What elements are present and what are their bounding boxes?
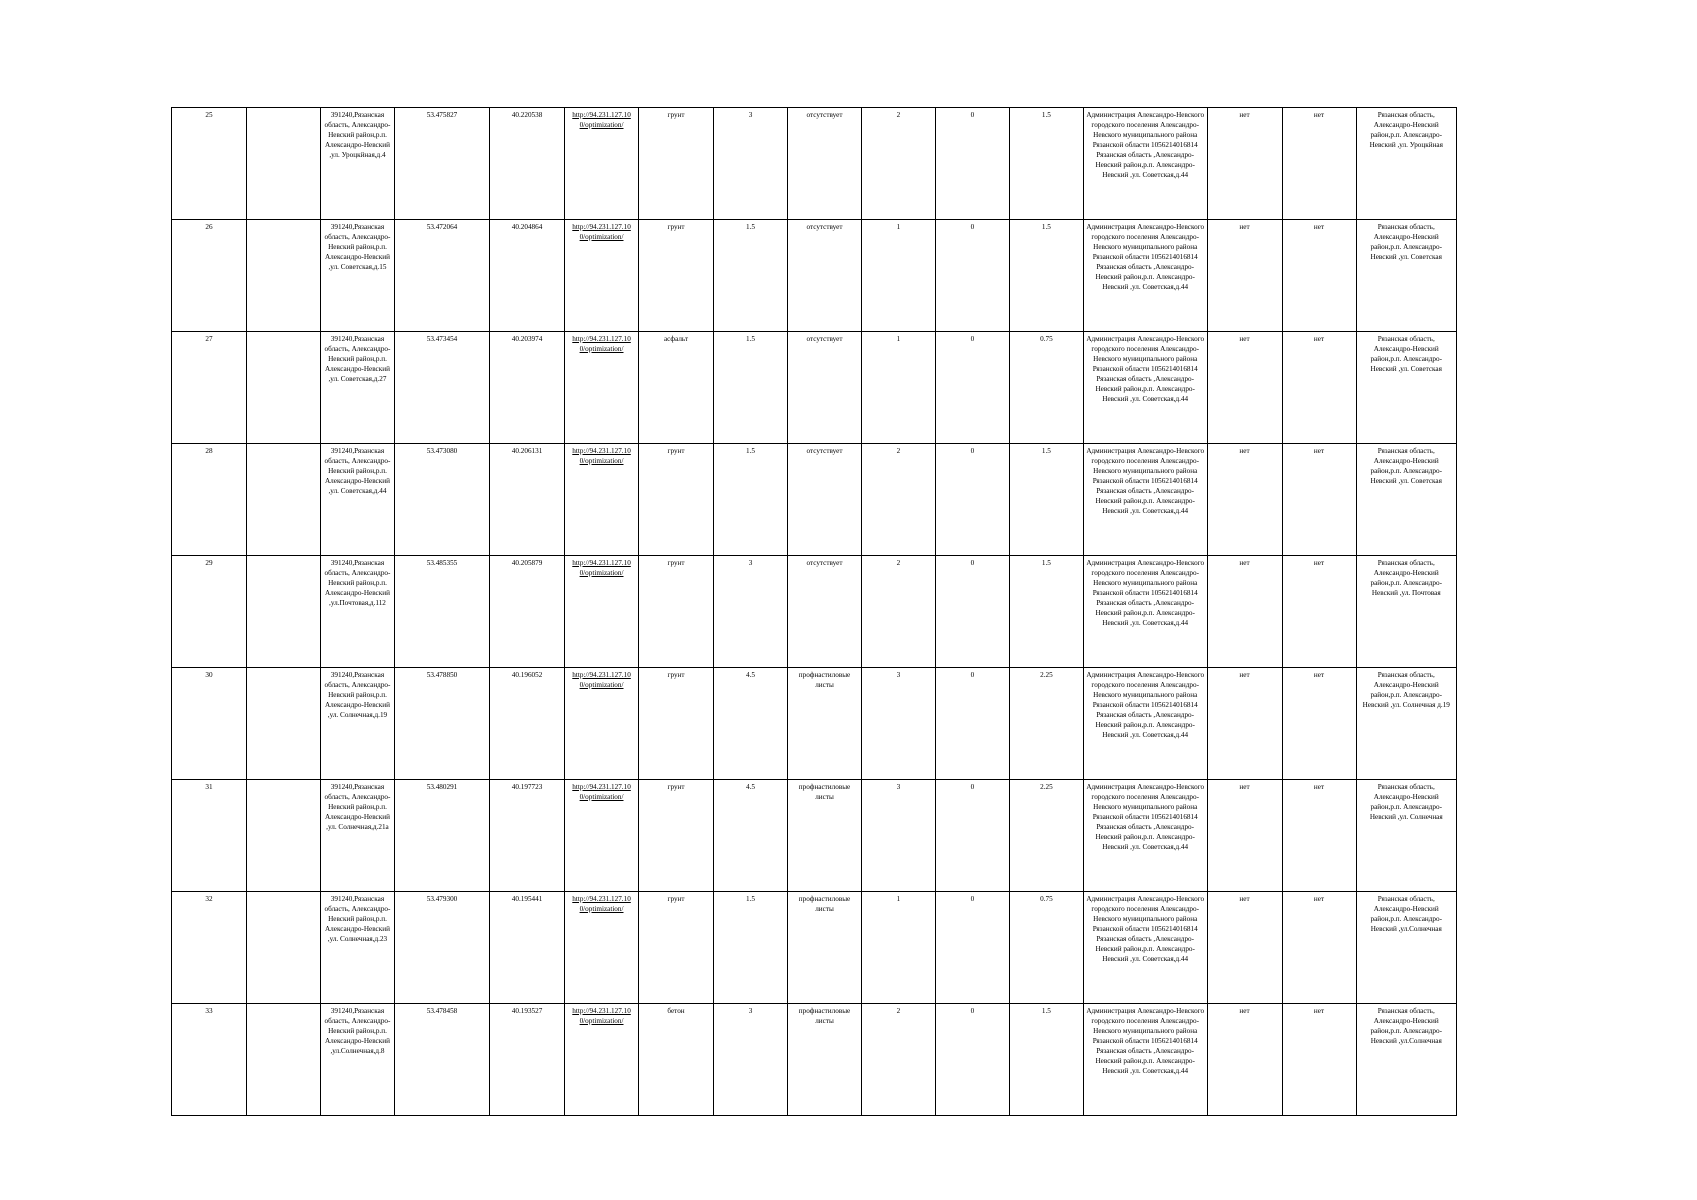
cell-containers: 2 xyxy=(861,108,935,220)
cell-surface: грунт xyxy=(639,892,714,1004)
cell-empty-1 xyxy=(247,220,321,332)
table-row xyxy=(172,108,1457,220)
table-row xyxy=(172,220,1457,332)
cell-sources: Рязанская область, Александро-Невский район,р.п. Александро-Невский ,ул. Почтовая xyxy=(1356,556,1457,668)
cell-area: 1.5 xyxy=(714,444,788,556)
cell-volume: 0.75 xyxy=(1009,332,1083,444)
cell-flag-1: нет xyxy=(1207,892,1282,1004)
cell-surface: бетон xyxy=(639,1004,714,1116)
cell-containers: 1 xyxy=(861,332,935,444)
cell-large-containers: 0 xyxy=(935,220,1009,332)
cell-fence: отсутствует xyxy=(788,108,862,220)
cell-owner: Администрация Александро-Невского городского поселения Александро-Невского муниципального района Рязанской области 1056214016814 Рязанская область ,Александро-Невский район,р.п. Александро-Невский ,ул. Советская,д.44 xyxy=(1083,220,1207,332)
cell-volume: 0.75 xyxy=(1009,892,1083,1004)
cell-owner: Администрация Александро-Невского городского поселения Александро-Невского муниципального района Рязанской области 1056214016814 Рязанская область ,Александро-Невский район,р.п. Александро-Невский ,ул. Советская,д.44 xyxy=(1083,108,1207,220)
cell-large-containers: 0 xyxy=(935,892,1009,1004)
cell-empty-1 xyxy=(247,332,321,444)
cell-fence: отсутствует xyxy=(788,332,862,444)
table-row xyxy=(172,780,1457,892)
cell-address: 391240,Рязанская область, Александро-Невский район,р.п. Александро-Невский ,ул. Советская,д.27 xyxy=(320,332,394,444)
cell-longitude: 40.197723 xyxy=(490,780,565,892)
url-link[interactable]: http://94.231.127.10 0/optimization/ xyxy=(572,335,631,353)
cell-flag-2: нет xyxy=(1282,556,1356,668)
cell-longitude: 40.196052 xyxy=(490,668,565,780)
cell-containers: 3 xyxy=(861,780,935,892)
url-link[interactable]: http://94.231.127.10 0/optimization/ xyxy=(572,559,631,577)
cell-number: 32 xyxy=(172,892,247,1004)
cell-address: 391240,Рязанская область, Александро-Невский район,р.п. Александро-Невский ,ул. Уроцкйная,д.4 xyxy=(320,108,394,220)
cell-longitude: 40.220538 xyxy=(490,108,565,220)
cell-flag-1: нет xyxy=(1207,332,1282,444)
cell-latitude: 53.478458 xyxy=(394,1004,489,1116)
cell-area: 4.5 xyxy=(714,780,788,892)
cell-volume: 2.25 xyxy=(1009,780,1083,892)
cell-volume: 2.25 xyxy=(1009,668,1083,780)
cell-longitude: 40.193527 xyxy=(490,1004,565,1116)
cell-latitude: 53.475827 xyxy=(394,108,489,220)
url-link[interactable]: http://94.231.127.10 0/optimization/ xyxy=(572,671,631,689)
cell-surface: грунт xyxy=(639,444,714,556)
cell-flag-1: нет xyxy=(1207,780,1282,892)
cell-latitude: 53.485355 xyxy=(394,556,489,668)
cell-owner: Администрация Александро-Невского городского поселения Александро-Невского муниципального района Рязанской области 1056214016814 Рязанская область ,Александро-Невский район,р.п. Александро-Невский ,ул. Советская,д.44 xyxy=(1083,556,1207,668)
cell-flag-2: нет xyxy=(1282,1004,1356,1116)
cell-surface: грунт xyxy=(639,220,714,332)
cell-surface: грунт xyxy=(639,556,714,668)
cell-large-containers: 0 xyxy=(935,332,1009,444)
cell-surface: грунт xyxy=(639,668,714,780)
cell-owner: Администрация Александро-Невского городского поселения Александро-Невского муниципального района Рязанской области 1056214016814 Рязанская область ,Александро-Невский район,р.п. Александро-Невский ,ул. Советская,д.44 xyxy=(1083,444,1207,556)
cell-address: 391240,Рязанская область, Александро-Невский район,р.п. Александро-Невский ,ул. Советская,д.15 xyxy=(320,220,394,332)
cell-fence: профнастиловые листы xyxy=(788,780,862,892)
cell-url xyxy=(565,556,639,668)
cell-sources: Рязанская область, Александро-Невский район,р.п. Александро-Невский ,ул. Советская xyxy=(1356,332,1457,444)
cell-containers: 2 xyxy=(861,444,935,556)
cell-url xyxy=(565,1004,639,1116)
cell-flag-2: нет xyxy=(1282,668,1356,780)
cell-number: 27 xyxy=(172,332,247,444)
cell-number: 29 xyxy=(172,556,247,668)
cell-number: 26 xyxy=(172,220,247,332)
table-row xyxy=(172,892,1457,1004)
cell-sources: Рязанская область, Александро-Невский район,р.п. Александро-Невский ,ул. Советская xyxy=(1356,444,1457,556)
cell-area: 3 xyxy=(714,108,788,220)
cell-latitude: 53.478850 xyxy=(394,668,489,780)
cell-flag-2: нет xyxy=(1282,780,1356,892)
cell-address: 391240,Рязанская область, Александро-Невский район,р.п. Александро-Невский ,ул. Солнечная,д.23 xyxy=(320,892,394,1004)
cell-address: 391240,Рязанская область, Александро-Невский район,р.п. Александро-Невский ,ул.Солнечная,д.8 xyxy=(320,1004,394,1116)
cell-surface: грунт xyxy=(639,108,714,220)
document-page xyxy=(171,107,1457,1116)
cell-owner: Администрация Александро-Невского городского поселения Александро-Невского муниципального района Рязанской области 1056214016814 Рязанская область ,Александро-Невский район,р.п. Александро-Невский ,ул. Советская,д.44 xyxy=(1083,780,1207,892)
cell-flag-2: нет xyxy=(1282,892,1356,1004)
cell-flag-1: нет xyxy=(1207,220,1282,332)
cell-containers: 1 xyxy=(861,892,935,1004)
cell-area: 1.5 xyxy=(714,332,788,444)
table-row xyxy=(172,444,1457,556)
table-row xyxy=(172,1004,1457,1116)
cell-area: 1.5 xyxy=(714,220,788,332)
table-row xyxy=(172,556,1457,668)
cell-url xyxy=(565,668,639,780)
cell-sources: Рязанская область, Александро-Невский район,р.п. Александро-Невский ,ул. Солнечная д.19 xyxy=(1356,668,1457,780)
cell-url xyxy=(565,780,639,892)
cell-fence: профнастиловые листы xyxy=(788,892,862,1004)
cell-large-containers: 0 xyxy=(935,780,1009,892)
cell-volume: 1.5 xyxy=(1009,556,1083,668)
cell-fence: отсутствует xyxy=(788,444,862,556)
cell-empty-1 xyxy=(247,668,321,780)
cell-fence: профнастиловые листы xyxy=(788,668,862,780)
cell-fence: отсутствует xyxy=(788,556,862,668)
url-link[interactable]: http://94.231.127.10 0/optimization/ xyxy=(572,895,631,913)
cell-flag-2: нет xyxy=(1282,220,1356,332)
cell-number: 33 xyxy=(172,1004,247,1116)
cell-latitude: 53.472064 xyxy=(394,220,489,332)
cell-longitude: 40.205879 xyxy=(490,556,565,668)
cell-area: 3 xyxy=(714,556,788,668)
cell-owner: Администрация Александро-Невского городского поселения Александро-Невского муниципального района Рязанской области 1056214016814 Рязанская область ,Александро-Невский район,р.п. Александро-Невский ,ул. Советская,д.44 xyxy=(1083,892,1207,1004)
cell-longitude: 40.195441 xyxy=(490,892,565,1004)
cell-number: 28 xyxy=(172,444,247,556)
cell-empty-1 xyxy=(247,108,321,220)
cell-volume: 1.5 xyxy=(1009,220,1083,332)
cell-address: 391240,Рязанская область, Александро-Невский район,р.п. Александро-Невский ,ул. Солнечная,д.19 xyxy=(320,668,394,780)
cell-owner: Администрация Александро-Невского городского поселения Александро-Невского муниципального района Рязанской области 1056214016814 Рязанская область ,Александро-Невский район,р.п. Александро-Невский ,ул. Советская,д.44 xyxy=(1083,1004,1207,1116)
cell-flag-1: нет xyxy=(1207,668,1282,780)
cell-sources: Рязанская область, Александро-Невский район,р.п. Александро-Невский ,ул.Солнечная xyxy=(1356,1004,1457,1116)
cell-area: 4.5 xyxy=(714,668,788,780)
table-row xyxy=(172,332,1457,444)
cell-sources: Рязанская область, Александро-Невский район,р.п. Александро-Невский ,ул. Советская xyxy=(1356,220,1457,332)
cell-address: 391240,Рязанская область, Александро-Невский район,р.п. Александро-Невский ,ул. Советская,д.44 xyxy=(320,444,394,556)
cell-url xyxy=(565,892,639,1004)
cell-longitude: 40.203974 xyxy=(490,332,565,444)
registry-table xyxy=(171,107,1457,1116)
cell-address: 391240,Рязанская область, Александро-Невский район,р.п. Александро-Невский ,ул. Солнечная,д.21а xyxy=(320,780,394,892)
cell-owner: Администрация Александро-Невского городского поселения Александро-Невского муниципального района Рязанской области 1056214016814 Рязанская область ,Александро-Невский район,р.п. Александро-Невский ,ул. Советская,д.44 xyxy=(1083,332,1207,444)
cell-longitude: 40.204864 xyxy=(490,220,565,332)
cell-flag-2: нет xyxy=(1282,332,1356,444)
cell-surface: грунт xyxy=(639,780,714,892)
url-link[interactable]: http://94.231.127.10 0/optimization/ xyxy=(572,223,631,241)
cell-large-containers: 0 xyxy=(935,108,1009,220)
cell-url xyxy=(565,220,639,332)
cell-latitude: 53.473454 xyxy=(394,332,489,444)
cell-flag-1: нет xyxy=(1207,108,1282,220)
cell-longitude: 40.206131 xyxy=(490,444,565,556)
cell-large-containers: 0 xyxy=(935,1004,1009,1116)
cell-large-containers: 0 xyxy=(935,556,1009,668)
cell-flag-1: нет xyxy=(1207,444,1282,556)
cell-latitude: 53.479300 xyxy=(394,892,489,1004)
cell-surface: асфальт xyxy=(639,332,714,444)
cell-sources: Рязанская область, Александро-Невский район,р.п. Александро-Невский ,ул. Уроцкйная xyxy=(1356,108,1457,220)
cell-empty-1 xyxy=(247,444,321,556)
cell-url xyxy=(565,108,639,220)
cell-address: 391240,Рязанская область, Александро-Невский район,р.п. Александро-Невский ,ул.Почтовая,д.112 xyxy=(320,556,394,668)
cell-volume: 1.5 xyxy=(1009,1004,1083,1116)
cell-latitude: 53.480291 xyxy=(394,780,489,892)
cell-fence: профнастиловые листы xyxy=(788,1004,862,1116)
cell-volume: 1.5 xyxy=(1009,444,1083,556)
cell-number: 25 xyxy=(172,108,247,220)
cell-latitude: 53.473080 xyxy=(394,444,489,556)
cell-empty-1 xyxy=(247,556,321,668)
cell-fence: отсутствует xyxy=(788,220,862,332)
cell-empty-1 xyxy=(247,892,321,1004)
url-link[interactable]: http://94.231.127.10 0/optimization/ xyxy=(572,1007,631,1025)
cell-large-containers: 0 xyxy=(935,444,1009,556)
table-row xyxy=(172,668,1457,780)
cell-flag-1: нет xyxy=(1207,1004,1282,1116)
cell-empty-1 xyxy=(247,1004,321,1116)
cell-containers: 2 xyxy=(861,1004,935,1116)
cell-volume: 1.5 xyxy=(1009,108,1083,220)
cell-flag-2: нет xyxy=(1282,108,1356,220)
cell-empty-1 xyxy=(247,780,321,892)
cell-sources: Рязанская область, Александро-Невский район,р.п. Александро-Невский ,ул. Солнечная xyxy=(1356,780,1457,892)
cell-number: 30 xyxy=(172,668,247,780)
url-link[interactable]: http://94.231.127.10 0/optimization/ xyxy=(572,111,631,129)
cell-url xyxy=(565,332,639,444)
cell-url xyxy=(565,444,639,556)
cell-sources: Рязанская область, Александро-Невский район,р.п. Александро-Невский ,ул.Солнечная xyxy=(1356,892,1457,1004)
cell-containers: 3 xyxy=(861,668,935,780)
cell-owner: Администрация Александро-Невского городского поселения Александро-Невского муниципального района Рязанской области 1056214016814 Рязанская область ,Александро-Невский район,р.п. Александро-Невский ,ул. Советская,д.44 xyxy=(1083,668,1207,780)
cell-containers: 1 xyxy=(861,220,935,332)
cell-flag-1: нет xyxy=(1207,556,1282,668)
cell-containers: 2 xyxy=(861,556,935,668)
url-link[interactable]: http://94.231.127.10 0/optimization/ xyxy=(572,783,631,801)
cell-flag-2: нет xyxy=(1282,444,1356,556)
url-link[interactable]: http://94.231.127.10 0/optimization/ xyxy=(572,447,631,465)
cell-area: 3 xyxy=(714,1004,788,1116)
cell-large-containers: 0 xyxy=(935,668,1009,780)
cell-number: 31 xyxy=(172,780,247,892)
cell-area: 1.5 xyxy=(714,892,788,1004)
